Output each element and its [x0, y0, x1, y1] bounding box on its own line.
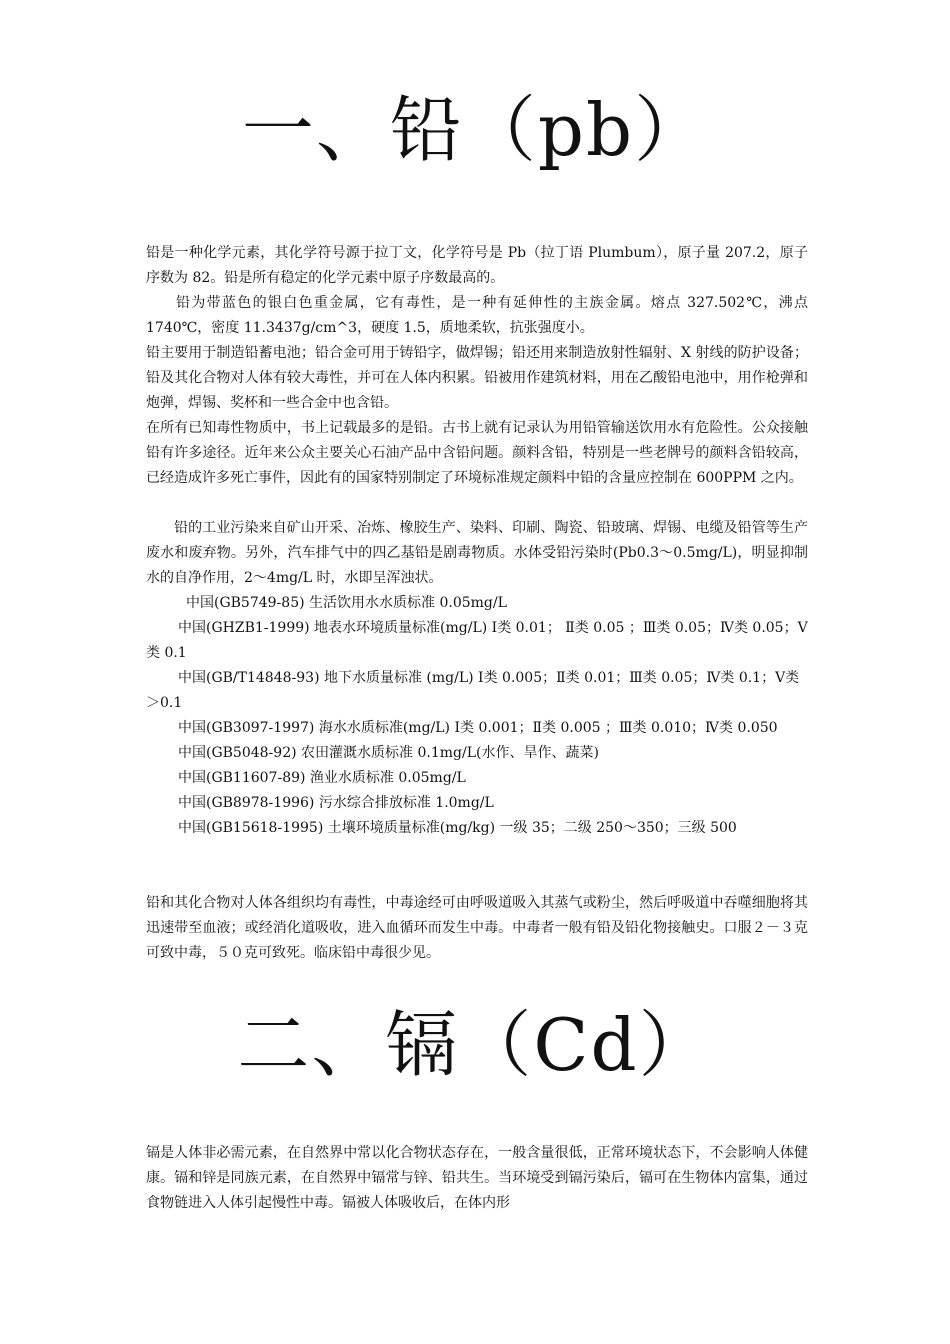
lead-paragraph-6: 铅和其化合物对人体各组织均有毒性，中毒途经可由呼吸道吸入其蒸气或粉尘，然后呼吸道中吞噬细胞将其迅速带至血液；或经消化道吸收，进入血循环而发生中毒。中毒者一般有铅及铅化物接触史。口服２－３克可致中毒，５０克可致死。临床铅中毒很少见。 — [146, 895, 808, 961]
lead-paragraph-3: 铅主要用于制造铅蓄电池；铅合金可用于铸铅字，做焊锡；铅还用来制造放射性辐射、X 射线的防护设备；铅及其化合物对人体有较大毒性，并可在人体内积累。铅被用作建筑材料，用在乙酸铅电池中，用作枪弹和炮弹，焊锡、奖杯和一些合金中也含铅。 — [146, 345, 808, 411]
section-heading-cadmium: 二、镉（Cd） — [237, 1003, 713, 1087]
standard-item: 中国(GHZB1-1999) 地表水环境质量标准(mg/L) Ⅰ类 0.01； Ⅱ类 0.05 ；Ⅲ类 0.05；Ⅳ类 0.05；Ⅴ类 0.1 — [146, 620, 808, 661]
cadmium-paragraph-1: 镉是人体非必需元素，在自然界中常以化合物状态存在，一般含量很低，正常环境状态下，不会影响人体健康。镉和锌是同族元素，在自然界中镉常与锌、铅共生。当环境受到镉污染后，镉可在生物体内富集，通过食物链进入人体引起慢性中毒。镉被人体吸收后，在体内形 — [146, 1145, 808, 1211]
standard-item: 中国(GB11607-89) 渔业水质标准 0.05mg/L — [178, 770, 466, 786]
lead-paragraph-2: 铅为带蓝色的银白色重金属，它有毒性，是一种有延伸性的主族金属。熔点 327.502℃，沸点 1740℃，密度 11.3437g/cm^3，硬度 1.5，质地柔软，抗张强度小。 — [146, 295, 808, 336]
lead-paragraph-1: 铅是一种化学元素，其化学符号源于拉丁文，化学符号是 Pb（拉丁语 Plumbum），原子量 207.2，原子序数为 82。铅是所有稳定的化学元素中原子序数最高的。 — [146, 245, 808, 286]
section-heading-lead: 一、铅（pb） — [241, 88, 709, 172]
standard-item: 中国(GB/T14848-93) 地下水质量标准 (mg/L) Ⅰ类 0.005；Ⅱ类 0.01；Ⅲ类 0.05；Ⅳ类 0.1；Ⅴ类＞0.1 — [146, 670, 800, 711]
standard-item: 中国(GB15618-1995) 土壤环境质量标准(mg/kg) 一级 35；二级 250～350；三级 500 — [178, 820, 737, 836]
lead-paragraph-5: 铅的工业污染来自矿山开采、冶炼、橡胶生产、染料、印刷、陶瓷、铅玻璃、焊锡、电缆及铅管等生产废水和废弃物。另外，汽车排气中的四乙基铅是剧毒物质。水体受铅污染时(Pb0.3～0.5mg/L)，明显抑制水的自净作用，2～4mg/L 时，水即呈浑浊状。 — [146, 520, 808, 586]
standard-item: 中国(GB3097-1997) 海水水质标准(mg/L) Ⅰ类 0.001；Ⅱ类 0.005 ；Ⅲ类 0.010；Ⅳ类 0.050 — [178, 720, 778, 736]
lead-paragraph-4: 在所有已知毒性物质中，书上记载最多的是铅。古书上就有记录认为用铅管输送饮用水有危险性。公众接触铅有许多途径。近年来公众主要关心石油产品中含铅问题。颜料含铅，特别是一些老牌号的颜料含铅较高，已经造成许多死亡事件，因此有的国家特别制定了环境标准规定颜料中铅的含量应控制在 600PPM 之内。 — [146, 420, 808, 486]
standard-item: 中国(GB5749-85) 生活饮用水水质标准 0.05mg/L — [186, 595, 507, 611]
standard-item: 中国(GB8978-1996) 污水综合排放标准 1.0mg/L — [178, 795, 494, 811]
standard-item: 中国(GB5048-92) 农田灌溉水质标准 0.1mg/L(水作、旱作、蔬菜) — [178, 745, 599, 761]
